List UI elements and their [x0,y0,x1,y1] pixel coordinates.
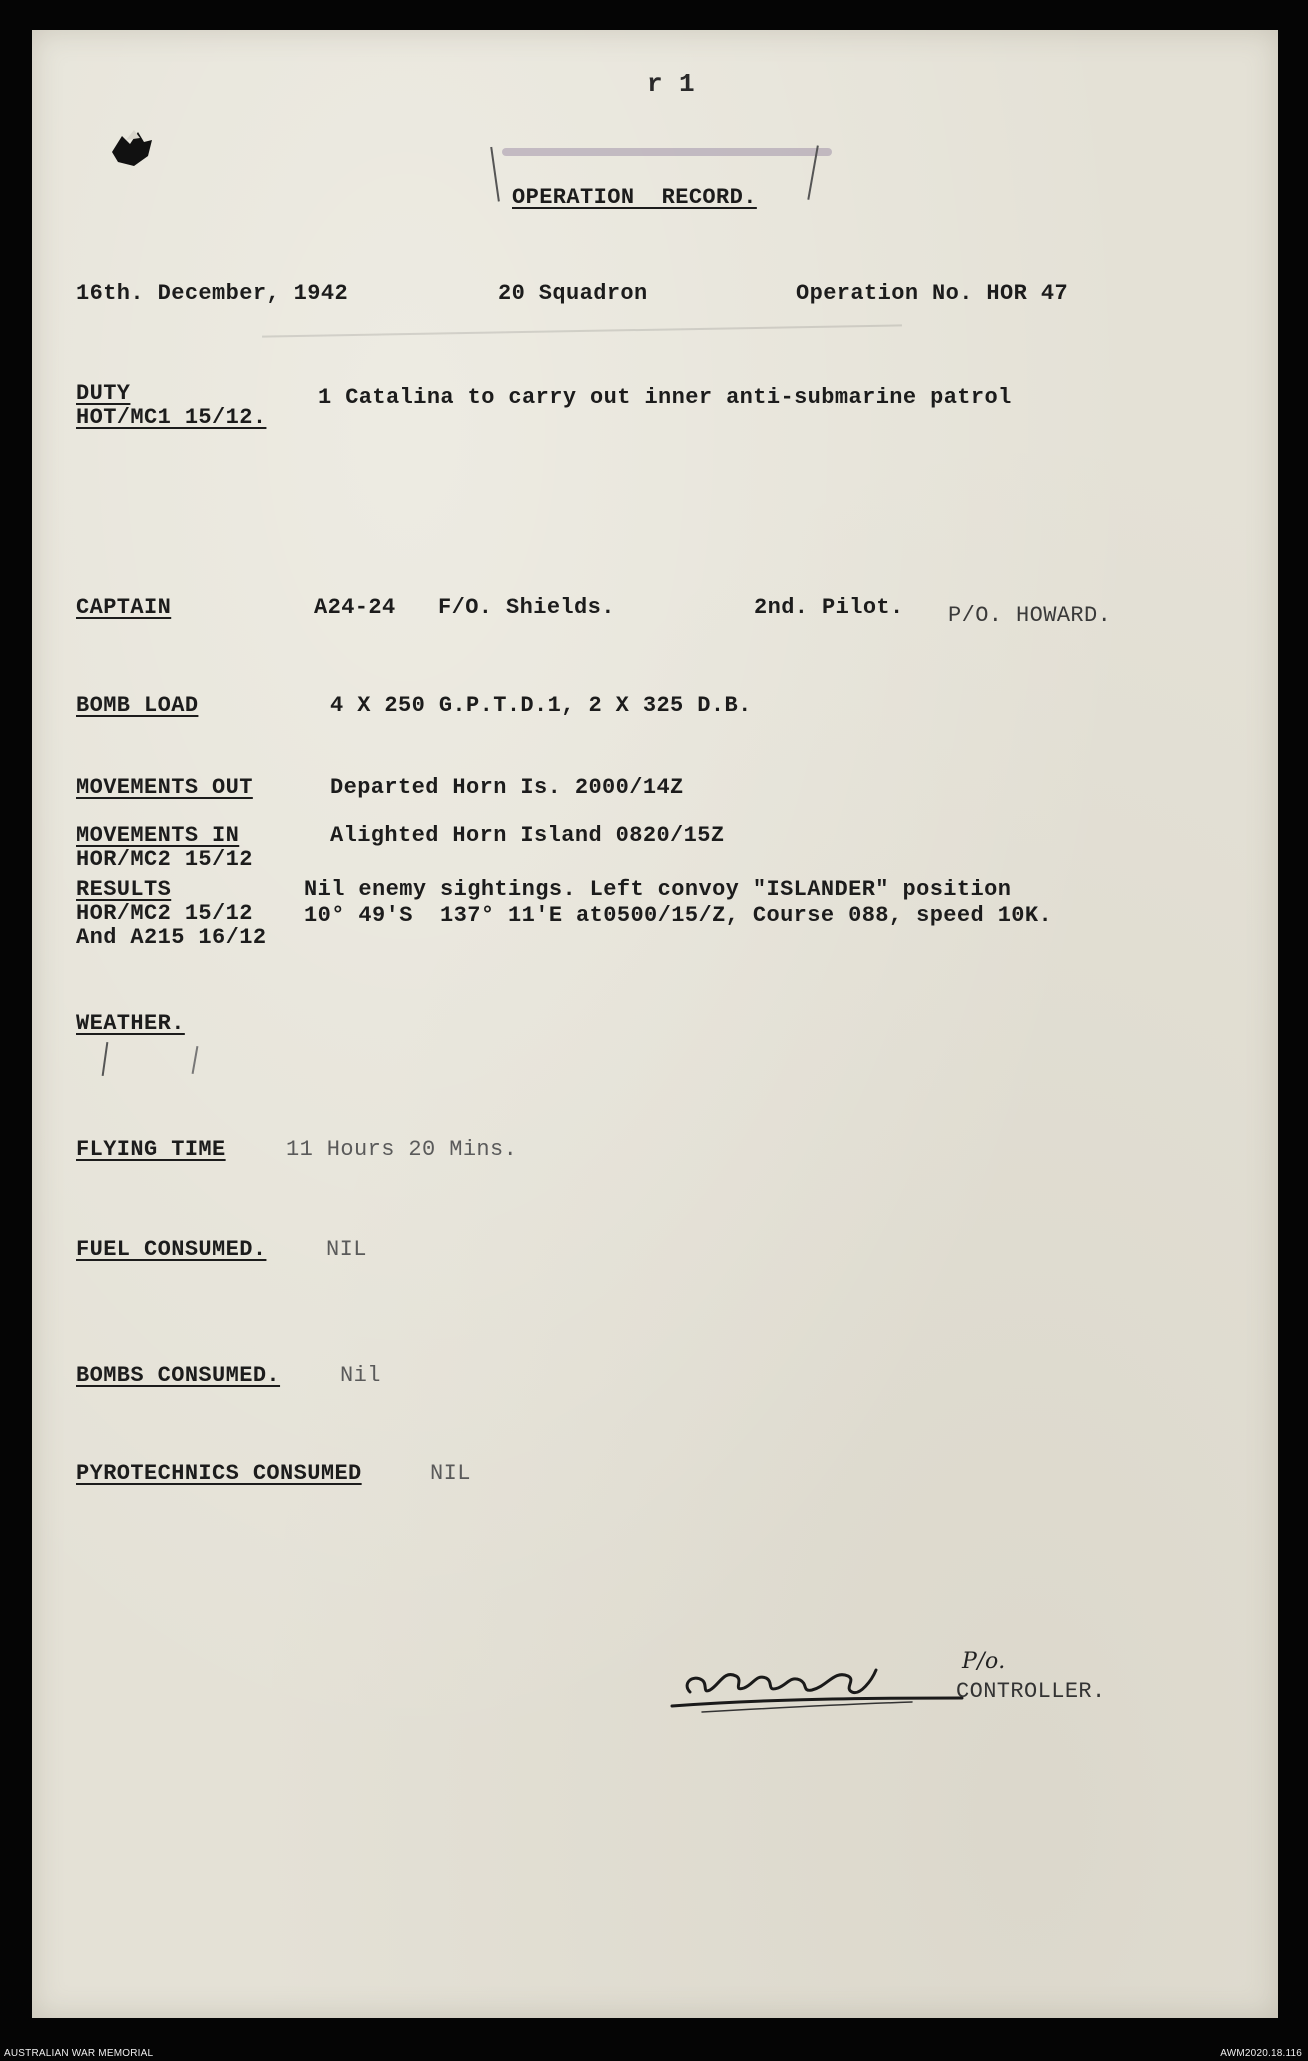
document-sheet [32,30,1278,2018]
second-pilot-name: P/O. HOWARD. [948,603,1112,628]
footer-right: AWM2020.18.116 [1220,2048,1302,2059]
bomb-load-value: 4 X 250 G.P.T.D.1, 2 X 325 D.B. [330,693,752,718]
movements-in-ref: HOR/MC2 15/12 [76,847,253,872]
movements-out-label: MOVEMENTS OUT [76,775,253,800]
footer-left: AUSTRALIAN WAR MEMORIAL [4,2048,154,2059]
document-title: OPERATION RECORD. [512,185,757,210]
movements-in-value: Alighted Horn Island 0820/15Z [330,823,725,848]
duty-ref: HOT/MC1 15/12. [76,405,267,430]
captain-label: CAPTAIN [76,595,172,620]
results-ref-2: And A215 16/12 [76,925,267,950]
ink-blot-icon [104,122,164,172]
movements-out-value: Departed Horn Is. 2000/14Z [330,775,684,800]
record-date: 16th. December, 1942 [76,281,349,306]
ink-smudge [502,148,832,156]
handwritten-signature [662,1640,982,1720]
captain-aircraft: A24-24 [314,595,396,620]
header-marks: r 1 [647,69,696,99]
results-label: RESULTS [76,877,172,902]
pencil-stroke [192,1046,199,1074]
results-line-1: Nil enemy sightings. Left convoy "ISLANDER" position [304,877,1012,902]
operation-number: Operation No. HOR 47 [796,281,1069,306]
movements-in-label: MOVEMENTS IN [76,823,240,848]
bombs-consumed-value: Nil [340,1363,381,1388]
bombs-consumed-label: BOMBS CONSUMED. [76,1363,281,1388]
duty-text: 1 Catalina to carry out inner anti-submarine patrol [318,385,1012,410]
signature-role: CONTROLLER. [956,1679,1106,1704]
flying-time-label: FLYING TIME [76,1137,226,1162]
fuel-consumed-label: FUEL CONSUMED. [76,1237,267,1262]
results-line-2: 10° 49'S 137° 11'E at0500/15/Z, Course 088, speed 10K. [304,903,1053,928]
duty-label: DUTY [76,381,131,406]
weather-label: WEATHER. [76,1011,185,1036]
pyrotechnics-consumed-value: NIL [430,1461,471,1486]
pyrotechnics-consumed-label: PYROTECHNICS CONSUMED [76,1461,362,1486]
signature-rank: P/o. [962,1649,1006,1674]
squadron: 20 Squadron [498,281,648,306]
pencil-note [262,324,902,337]
pencil-stroke [102,1042,109,1076]
second-pilot-label: 2nd. Pilot. [754,595,904,620]
fuel-consumed-value: NIL [326,1237,367,1262]
results-ref-1: HOR/MC2 15/12 [76,901,253,926]
captain-name: F/O. Shields. [438,595,615,620]
bomb-load-label: BOMB LOAD [76,693,199,718]
flying-time-value: 11 Hours 20 Mins. [286,1137,518,1162]
